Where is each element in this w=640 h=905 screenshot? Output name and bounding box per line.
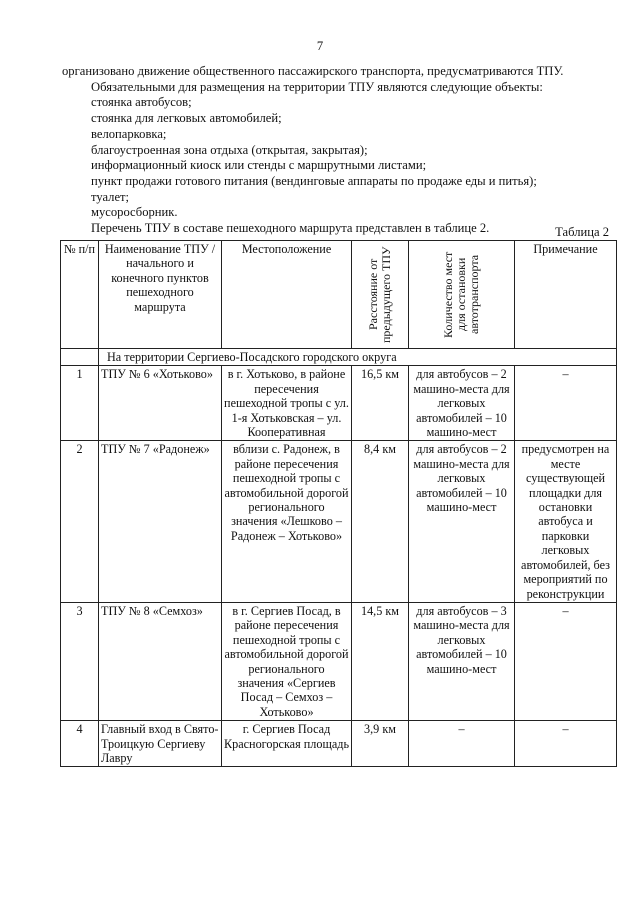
section-title: На территории Сергиево-Посадского городского округа <box>99 349 617 366</box>
cell-note: – <box>515 602 617 720</box>
page-number: 7 <box>316 39 324 53</box>
intro-line: велопарковка; <box>91 126 167 141</box>
table-caption: Таблица 2 <box>555 225 609 239</box>
cell-num: 3 <box>61 602 99 720</box>
header-distance <box>352 241 409 349</box>
cell-parking: – <box>409 721 515 767</box>
cell-note: – <box>515 366 617 441</box>
header-parking <box>409 241 515 349</box>
intro-line: Перечень ТПУ в составе пешеходного маршрута представлен в таблице 2. <box>91 221 490 236</box>
section-cell <box>61 349 99 366</box>
cell-parking: для автобусов – 2 машино-места для легковых автомобилей – 10 машино-мест <box>409 366 515 441</box>
intro-line: Обязательными для размещения на территории ТПУ являются следующие объекты: <box>91 79 543 94</box>
cell-location: в г. Хотьково, в районе пересечения пешеходной тропы с ул. 1-я Хотьковская – ул. Кооперативная <box>222 366 352 441</box>
cell-location: в г. Сергиев Посад, в районе пересечения пешеходной тропы с автомобильной дорогой регионального значения «Сергиев Посад – Семхоз – Хотьково» <box>222 602 352 720</box>
header-parking-text: Количество мест для остановки автотранспорта <box>441 251 481 338</box>
intro-text <box>62 64 582 237</box>
cell-num: 4 <box>61 721 99 767</box>
cell-parking: для автобусов – 2 машино-места для легковых автомобилей – 10 машино-мест <box>409 441 515 602</box>
cell-distance: 8,4 км <box>352 441 409 602</box>
intro-line: мусоросборник. <box>91 205 178 220</box>
cell-name: ТПУ № 8 «Семхоз» <box>99 602 222 720</box>
header-num: № п/п <box>61 241 99 349</box>
header-distance-text: Расстояние от предыдущего ТПУ <box>366 246 393 343</box>
table-header-row <box>61 241 617 349</box>
intro-line: благоустроенная зона отдыха (открытая, закрытая); <box>91 142 368 157</box>
cell-name: ТПУ № 6 «Хотьково» <box>99 366 222 441</box>
cell-name: Главный вход в Свято-Троицкую Сергиеву Лавру <box>99 721 222 767</box>
intro-line: информационный киоск или стенды с маршрутными листами; <box>91 158 427 173</box>
cell-note: – <box>515 721 617 767</box>
cell-location: вблизи с. Радонеж, в районе пересечения пешеходной тропы с автомобильной дорогой регионального значения «Лешково – Радонеж – Хотьково» <box>222 441 352 602</box>
intro-line: туалет; <box>91 189 130 204</box>
intro-line: организовано движение общественного пассажирского транспорта, предусматриваются ТПУ. <box>62 64 564 78</box>
table-row <box>61 441 617 602</box>
cell-note: предусмотрен на месте существующей площадки для остановки автобуса и парковки легковых автомобилей, без мероприятий по реконструкции <box>515 441 617 602</box>
header-location: Местоположение <box>222 241 352 349</box>
table-row <box>61 602 617 720</box>
intro-line: пункт продажи готового питания (вендинговые аппараты по продаже еды и питья); <box>91 173 537 188</box>
tpu-table <box>60 240 617 767</box>
cell-distance: 3,9 км <box>352 721 409 767</box>
table-row <box>61 721 617 767</box>
cell-name: ТПУ № 7 «Радонеж» <box>99 441 222 602</box>
intro-line: стоянка автобусов; <box>91 95 192 110</box>
header-note: Примечание <box>515 241 617 349</box>
cell-num: 2 <box>61 441 99 602</box>
cell-distance: 16,5 км <box>352 366 409 441</box>
cell-num: 1 <box>61 366 99 441</box>
header-name: Наименование ТПУ / начального и конечного пунктов пешеходного маршрута <box>99 241 222 349</box>
cell-parking: для автобусов – 3 машино-места для легковых автомобилей – 10 машино-мест <box>409 602 515 720</box>
table-row <box>61 366 617 441</box>
cell-location: г. Сергиев Посад Красногорская площадь <box>222 721 352 767</box>
section-row <box>61 349 617 366</box>
intro-line: стоянка для легковых автомобилей; <box>91 111 282 126</box>
cell-distance: 14,5 км <box>352 602 409 720</box>
